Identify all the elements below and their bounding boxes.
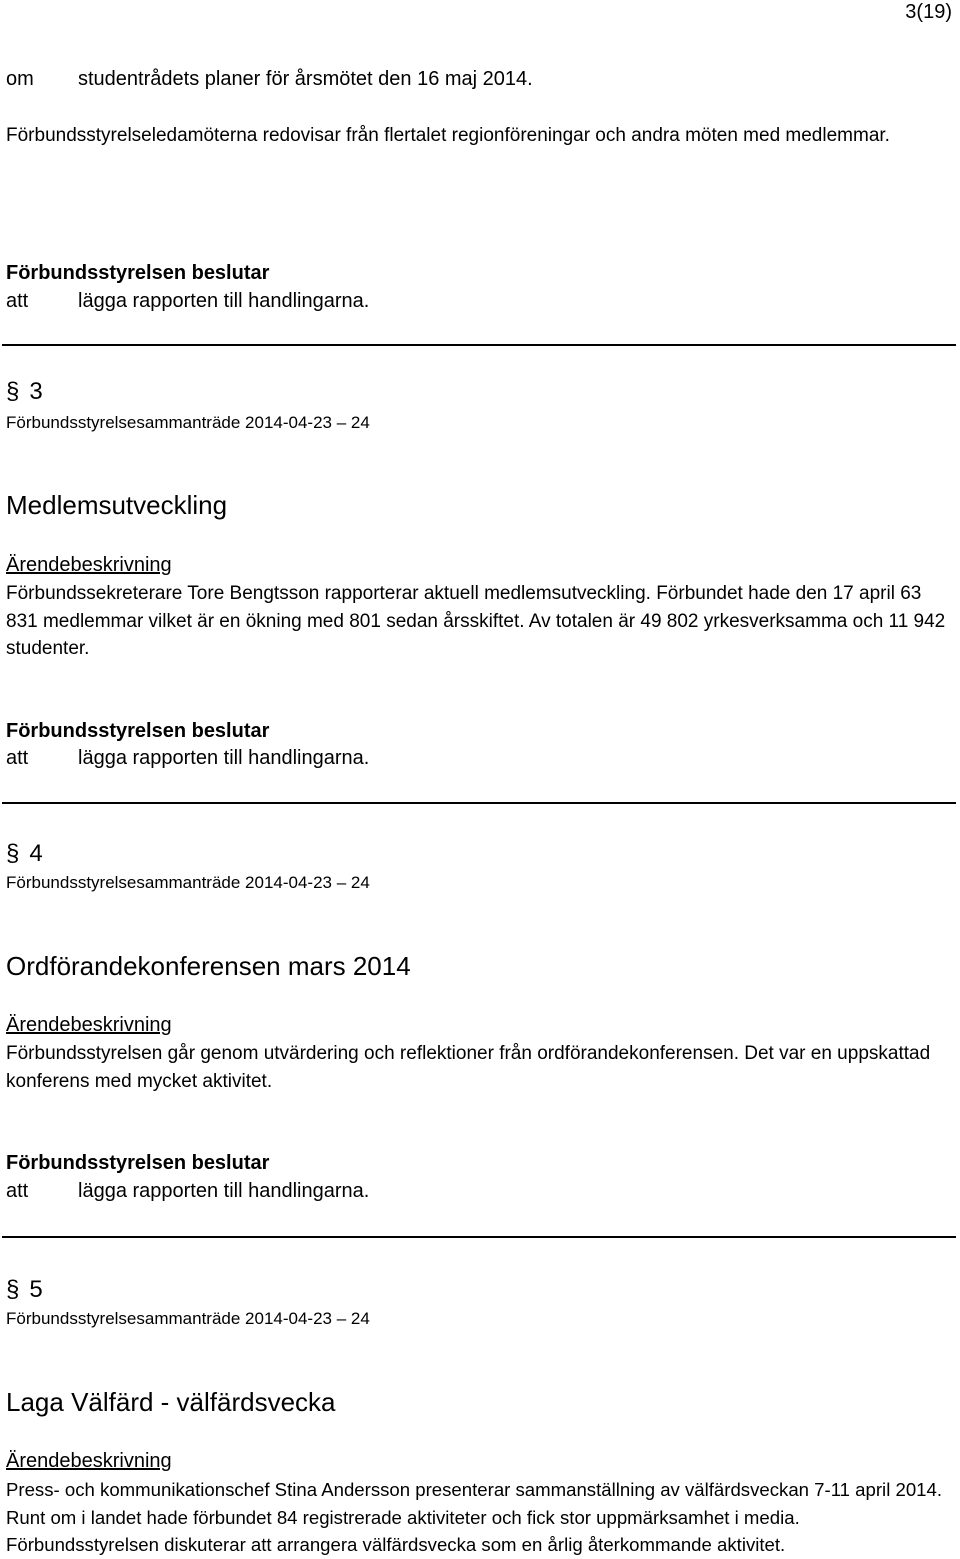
section-title: Ordförandekonferensen mars 2014 [6,951,411,981]
decision-heading: Förbundsstyrelsen beslutar [6,720,270,742]
section-number [6,840,43,868]
decision-heading: Förbundsstyrelsen beslutar [6,262,270,284]
section-number-value: 3 [29,378,43,405]
section-number-value: 5 [29,1276,43,1303]
description-text: Förbundssekreterare Tore Bengtsson rapporterar aktuell medlemsutveckling. Förbundet hade den 17 april 63 831 medlemmar vilket är en ökning med 801 sedan årsskiftet. Av totalen är 49 802 yrkesverksamma och 11 942 studenter. [6,583,946,659]
decision-text: lägga rapporten till handlingarna. [78,290,370,312]
section-number [6,378,43,406]
decision-clause [6,747,369,770]
description-text: Press- och kommunikationschef Stina Andersson presenterar sammanställning av välfärdsveckan 7-11 april 2014. Runt om i landet hade förbundet 84 registrerade aktiviteter och fick stor uppmärksamhet i media. Förbundsstyrelsen diskuterar att arrangera välfärdsvecka som en årlig återkommande aktivitet. [6,1479,943,1555]
page-number: 3(19) [905,1,952,23]
description-text: Förbundsstyrelsen går genom utvärdering och reflektioner från ordförandekonferensen. Det var en uppskattad konferens med mycket aktivitet. [6,1043,931,1092]
meeting-reference: Förbundsstyrelsesammanträde 2014-04-23 – 24 [6,413,370,432]
att-keyword: att [6,1180,29,1202]
decision-clause [6,290,369,313]
description-label: Ärendebeskrivning [6,1450,172,1472]
section-divider [2,344,956,346]
decision-heading: Förbundsstyrelsen beslutar [6,1152,270,1174]
decision-clause [6,1180,369,1203]
att-keyword: om [6,68,34,90]
decision-text: lägga rapporten till handlingarna. [78,1180,370,1202]
meeting-reference: Förbundsstyrelsesammanträde 2014-04-23 – 24 [6,1309,370,1328]
description-label: Ärendebeskrivning [6,554,172,576]
att-clause-top [6,68,533,91]
section-title: Laga Välfärd - välfärdsvecka [6,1387,336,1417]
report-paragraph: Förbundsstyrelseledamöterna redovisar från flertalet regionföreningar och andra möten med medlemmar. [6,125,890,146]
description-label: Ärendebeskrivning [6,1014,172,1036]
section-title: Medlemsutveckling [6,490,228,520]
decision-text: lägga rapporten till handlingarna. [78,747,370,769]
paragraph-symbol: § [6,378,20,405]
section-number-value: 4 [29,840,43,867]
att-keyword: att [6,290,29,312]
paragraph-symbol: § [6,1276,20,1303]
section-divider [2,802,956,804]
att-clause-text: studentrådets planer för årsmötet den 16 maj 2014. [78,68,533,90]
paragraph-symbol: § [6,840,20,867]
meeting-reference: Förbundsstyrelsesammanträde 2014-04-23 – 24 [6,873,370,892]
section-number [6,1276,43,1304]
section-divider [2,1236,956,1238]
att-keyword: att [6,747,29,769]
